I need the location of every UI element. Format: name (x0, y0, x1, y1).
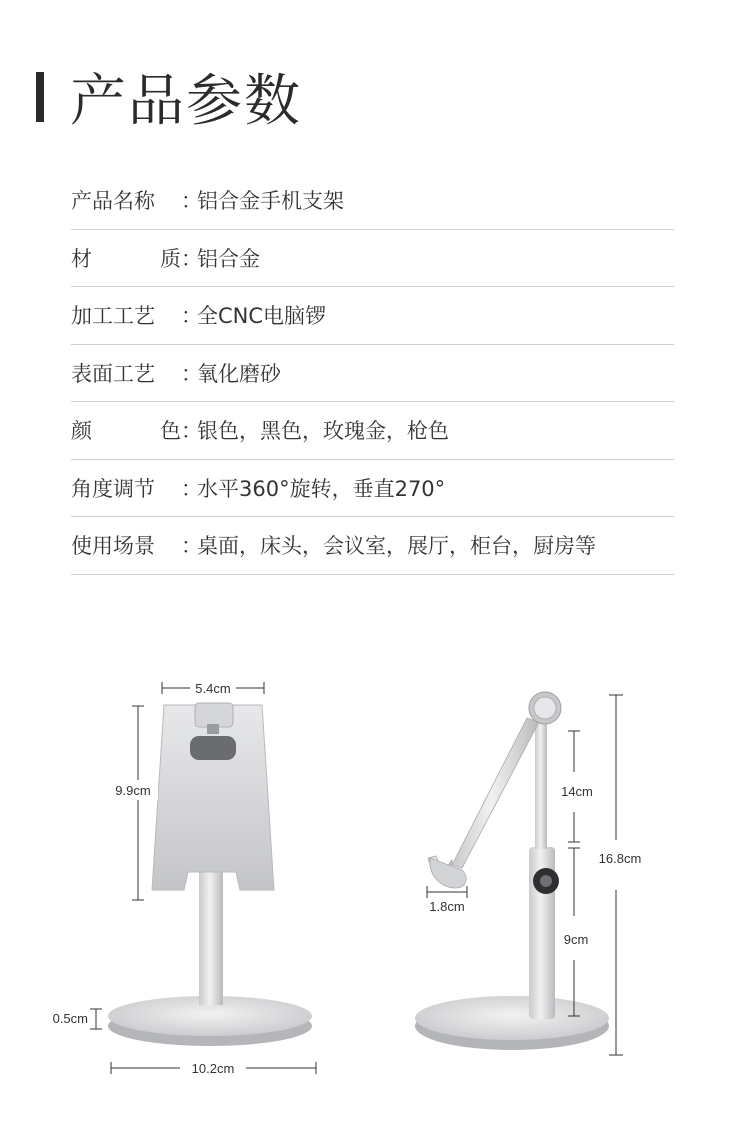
dim-base-diameter: 10.2cm (191, 1061, 235, 1076)
spec-value: 水平360°旋转，垂直270° (197, 476, 446, 501)
spec-row-angle (71, 460, 674, 518)
side-view-stand (415, 692, 609, 1050)
front-view-stand (108, 703, 312, 1046)
spec-label: 表面工艺 (71, 361, 155, 386)
spec-label: 角度调节 (71, 476, 155, 501)
spec-label (71, 415, 181, 445)
spec-label-char: 色 (160, 419, 181, 444)
spec-label-char: 质 (160, 246, 181, 271)
page-title: 产品参数 (70, 69, 302, 134)
spec-value: 铝合金手机支架 (197, 189, 344, 214)
spec-label-char: 材 (71, 246, 92, 271)
front-width-dimension (162, 680, 264, 696)
spec-row-process (71, 287, 674, 345)
spec-label: 使用场景 (71, 534, 155, 559)
spec-colon: ： (181, 361, 202, 386)
side-lip-dimension (427, 886, 467, 914)
spec-label-char: 颜 (71, 419, 92, 444)
dim-width-top: 5.4cm (195, 681, 231, 696)
front-base-diameter-dimension (111, 1060, 316, 1078)
spec-row-surface (71, 345, 674, 403)
spec-value: 桌面，床头，会议室，展厅，柜台，厨房等 (197, 534, 596, 559)
spec-value: 氧化磨砂 (197, 361, 281, 386)
spec-row-name (71, 172, 674, 230)
front-base-thickness-dimension (53, 1009, 102, 1029)
side-upper-pole-dimension (561, 731, 593, 842)
spec-table (71, 172, 674, 575)
spec-colon: ： (181, 304, 202, 329)
spec-colon: ： (181, 419, 202, 444)
spec-value: 铝合金 (197, 246, 260, 271)
dim-base-thickness: 0.5cm (52, 1011, 88, 1026)
side-lower-pole-dimension (564, 848, 589, 1016)
dim-total-height: 16.8cm (598, 851, 642, 866)
front-height-dimension (108, 706, 158, 900)
spec-label (71, 243, 181, 273)
dim-lip-depth: 1.8cm (429, 899, 465, 914)
dim-upper-pole: 14cm (561, 784, 593, 799)
spec-colon: ： (181, 476, 202, 501)
dimension-diagram (0, 660, 750, 1090)
spec-row-material (71, 230, 674, 288)
spec-value: 银色，黑色，玫瑰金，枪色 (197, 419, 449, 444)
title-accent-bar (36, 72, 44, 122)
spec-colon: ： (181, 189, 202, 214)
spec-row-color (71, 402, 674, 460)
section-header (36, 62, 302, 132)
dim-lower-pole: 9cm (563, 932, 589, 947)
spec-label: 加工工艺 (71, 304, 155, 329)
spec-row-usage (71, 517, 674, 575)
dim-height-holder: 9.9cm (115, 783, 151, 798)
spec-value: 全CNC电脑锣 (197, 304, 327, 329)
spec-colon: ： (181, 534, 202, 559)
spec-colon: ： (181, 246, 202, 271)
side-total-height-dimension (599, 695, 642, 1055)
spec-label: 产品名称 (71, 189, 155, 214)
